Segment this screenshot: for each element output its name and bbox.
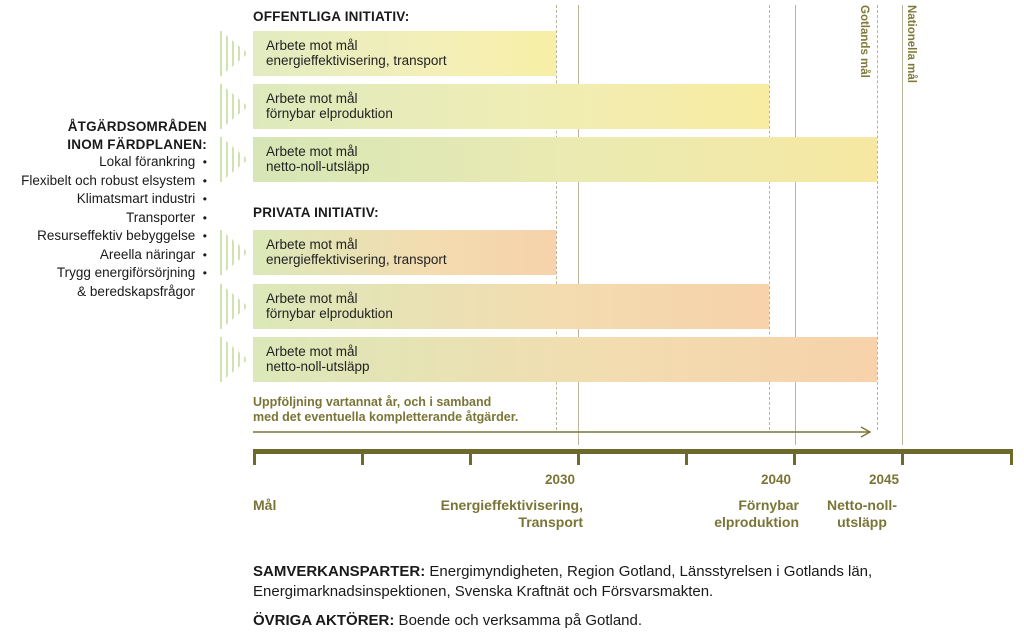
action-area-item: Areella näringar •	[0, 246, 207, 265]
action-area-item: Flexibelt och robust elsystem •	[0, 172, 207, 191]
partners-label: SAMVERKANSPARTER:	[253, 563, 426, 580]
phase-2045-label	[817, 497, 907, 531]
private-bar-renewable-power	[253, 284, 769, 329]
chevron-stripes-icon	[218, 337, 248, 382]
timeline-axis	[253, 449, 1013, 465]
private-bar-net-zero	[253, 337, 877, 382]
bullet-icon: •	[202, 173, 207, 188]
public-bar-energy-efficiency	[253, 31, 556, 76]
action-area-item: Resurseffektiv bebyggelse •	[0, 227, 207, 246]
bullet-icon: •	[202, 155, 207, 169]
followup-note	[253, 395, 518, 425]
chevron-stripes-icon	[218, 31, 248, 76]
bullet-icon: •	[202, 210, 207, 225]
bullet-icon: •	[202, 247, 207, 262]
action-area-item: Lokal förankring •	[0, 153, 207, 172]
bar-label-line2: energieffektivisering, transport	[266, 252, 447, 267]
bullet-icon: •	[202, 192, 207, 206]
phase-2040-line2: elproduktion	[714, 514, 799, 530]
followup-line2: med det eventuella kompletterande åtgärder.	[253, 410, 519, 424]
bar-label-line1: Arbete mot mål	[266, 144, 358, 159]
bar-label-line1: Arbete mot mål	[266, 237, 358, 252]
bar-label-line1: Arbete mot mål	[266, 91, 358, 106]
action-area-item: Transporter •	[0, 209, 207, 228]
followup-line1: Uppföljning vartannat år, och i samband	[253, 395, 492, 409]
bar-label-line2: förnybar elproduktion	[266, 106, 393, 121]
line-gotland-goal	[877, 5, 878, 430]
bullet-icon: •	[202, 266, 207, 280]
partners-text	[253, 562, 1013, 602]
partners-list: Energimyndigheten, Region Gotland, Länsstyrelsen i Gotlands län, Energimarknadsinspektionen, Svenska Kraftnät och Försvarsmakten.	[253, 563, 873, 600]
bar-label-line1: Arbete mot mål	[266, 344, 358, 359]
followup-arrow-icon	[253, 426, 875, 438]
chevron-stripes-icon	[218, 230, 248, 275]
chevron-stripes-icon	[218, 137, 248, 182]
bar-label-line1: Arbete mot mål	[266, 38, 358, 53]
phase-2030-line2: Transport	[518, 514, 583, 530]
public-bar-renewable-power	[253, 84, 769, 129]
bullet-icon: •	[202, 229, 207, 243]
phase-2030-line1: Energieffektivisering,	[440, 497, 583, 513]
bar-label-line2: förnybar elproduktion	[266, 306, 393, 321]
action-areas-heading-line2: INOM FÄRDPLANEN:	[67, 136, 207, 152]
private-initiatives-title: PRIVATA INITIATIV:	[253, 205, 379, 220]
phase-2030-label	[403, 497, 583, 531]
private-bar-energy-efficiency	[253, 230, 556, 275]
year-2045-label: 2045	[869, 472, 900, 487]
action-area-item: Trygg energiförsörjning •	[0, 264, 207, 283]
public-initiatives-title: OFFENTLIGA INITIATIV:	[253, 9, 410, 24]
phase-2040-line1: Förnybar	[738, 497, 799, 513]
bar-label-line2: energieffektivisering, transport	[266, 53, 447, 68]
others-label: ÖVRIGA AKTÖRER:	[253, 612, 395, 629]
year-2030-label: 2030	[545, 472, 576, 487]
action-areas-heading-line1: ÅTGÄRDSOMRÅDEN	[67, 119, 207, 134]
phase-2045-line2: utsläpp	[837, 514, 887, 530]
year-2040-label: 2040	[761, 472, 792, 487]
phase-2045-line1: Netto-noll-	[827, 497, 897, 513]
action-area-item: Klimatsmart industri •	[0, 190, 207, 209]
others-text	[253, 611, 642, 631]
public-bar-net-zero	[253, 137, 877, 182]
bar-label-line2: netto-noll-utsläpp	[266, 359, 370, 374]
bar-label-line2: netto-noll-utsläpp	[266, 159, 370, 174]
gotland-goal-label: Gotlands mål	[858, 5, 870, 78]
chevron-stripes-icon	[218, 84, 248, 129]
action-area-item-continuation: & beredskapsfrågor	[77, 283, 195, 299]
bar-label-line1: Arbete mot mål	[266, 291, 358, 306]
others-list: Boende och verksamma på Gotland.	[394, 612, 643, 629]
phase-goal-label: Mål	[253, 497, 277, 513]
line-national-goal	[902, 5, 903, 445]
national-goal-label: Nationella mål	[905, 5, 917, 83]
phase-2040-label	[679, 497, 799, 531]
action-areas-list	[0, 118, 207, 300]
chevron-stripes-icon	[218, 284, 248, 329]
